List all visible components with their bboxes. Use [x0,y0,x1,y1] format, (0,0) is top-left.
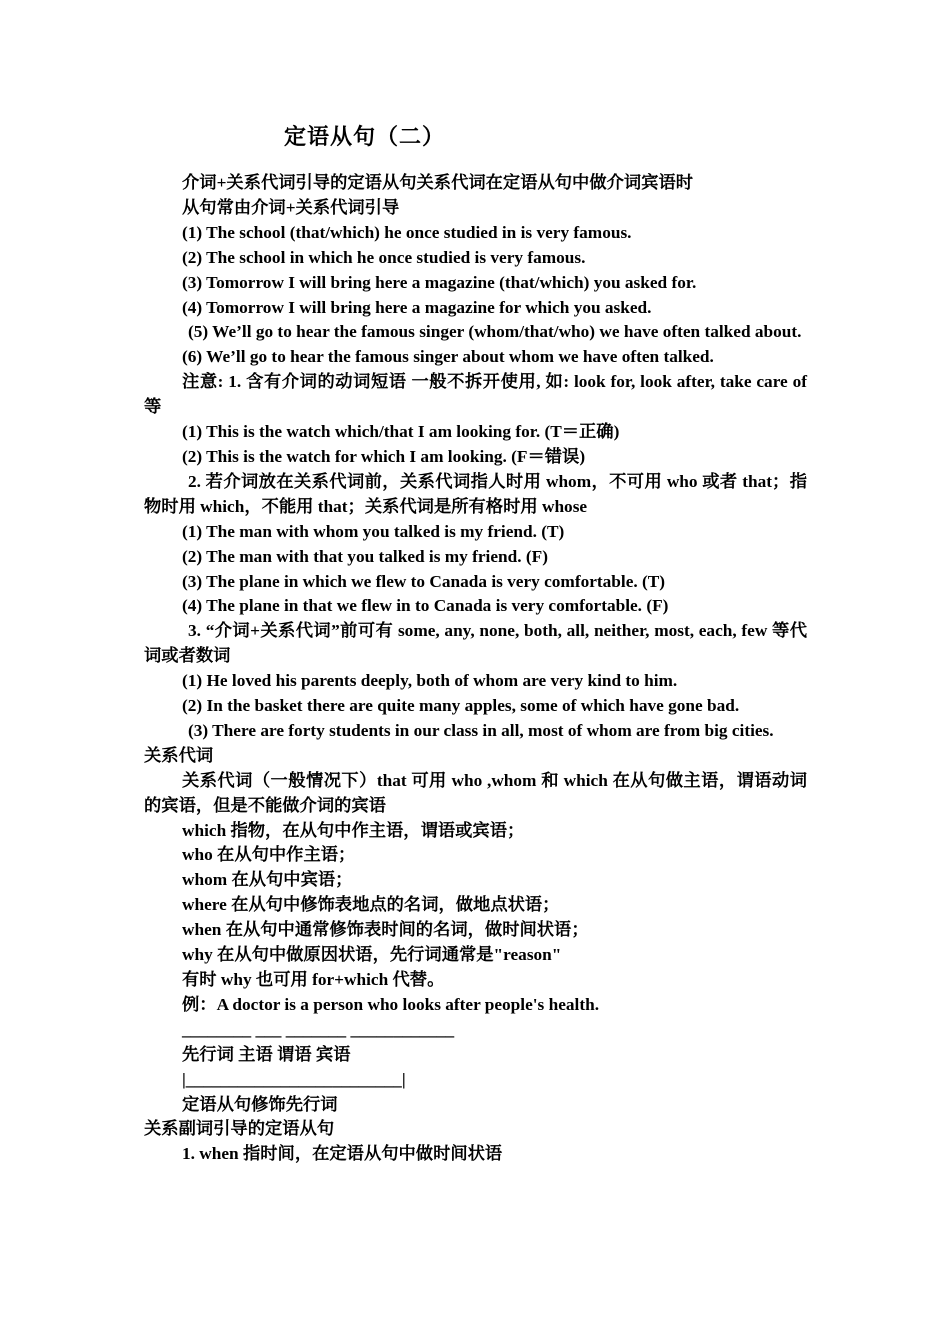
text-line-l12: 2. 若介词放在关系代词前，关系代词指人时用 whom，不可用 who 或者 that；指物时用 which，不能用 that；关系代词是所有格时用 whose [144,471,807,516]
text-line-l22: 关系代词（一般情况下）that 可用 who ,whom 和 which 在从句做主语，谓语动词的宾语，但是不能做介词的宾语 [144,770,807,815]
text-line-l16: (4) The plane in that we flew in to Canada is very comfortable. (F) [182,596,669,616]
text-line-l14: (2) The man with that you talked is my friend. (F) [182,546,548,566]
text-line-l25: whom 在从句中宾语； [182,870,353,890]
text-line-l23: which 指物，在从句中作主语，谓语或宾语； [182,820,525,840]
text-line-l8: (6) We’ll go to hear the famous singer about whom we have often talked. [182,347,714,367]
text-line-l6: (4) Tomorrow I will bring here a magazine for which you asked. [182,297,652,317]
text-line-l3: (1) The school (that/which) he once studied in is very famous. [182,222,632,242]
text-line-l26: where 在从句中修饰表地点的名词，做地点状语； [182,895,560,915]
text-line-l35: 关系副词引导的定语从句 [144,1119,335,1139]
text-line-l11: (2) This is the watch for which I am looking. (F＝错误) [182,446,586,466]
text-line-l15: (3) The plane in which we flew to Canada is very comfortable. (T) [182,571,666,591]
document-body [144,171,807,1167]
text-line-l5: (3) Tomorrow I will bring here a magazine (that/which) you asked for. [182,272,697,292]
text-line-l31: ________ ___ _______ ____________ [182,1019,455,1039]
text-line-l24: who 在从句中作主语； [182,845,356,865]
text-line-l36: 1. when 指时间，在定语从句中做时间状语 [182,1144,503,1164]
text-line-l7: (5) We’ll go to hear the famous singer (whom/that/who) we have often talked about. [188,322,802,342]
text-line-l4: (2) The school in which he once studied is very famous. [182,247,586,267]
text-line-l2: 从句常由介词+关系代词引导 [182,197,400,217]
text-line-l21: 关系代词 [144,745,214,765]
text-line-l19: (2) In the basket there are quite many apples, some of which have gone bad. [182,696,740,716]
text-line-l28: why 在从句中做原因状语，先行词通常是"reason" [182,945,562,965]
text-line-l20: (3) There are forty students in our class in all, most of whom are from big cities. [188,720,774,740]
text-line-l34: 定语从句修饰先行词 [182,1094,338,1114]
text-line-l10: (1) This is the watch which/that I am looking for. (T＝正确) [182,422,620,442]
text-line-l1: 介词+关系代词引导的定语从句关系代词在定语从句中做介词宾语时 [182,173,694,192]
text-line-l29: 有时 why 也可用 for+which 代替。 [182,970,445,989]
text-line-l33: |_________________________| [182,1069,406,1089]
text-line-l18: (1) He loved his parents deeply, both of whom are very kind to him. [182,671,678,691]
page-title: 定语从句（二） [284,124,446,150]
text-line-l9: 注意: 1. 含有介词的动词短语 一般不拆开使用, 如: look for, look after, take care of 等 [144,372,807,417]
text-line-l17: 3. “介词+关系代词”前可有 some, any, none, both, all, neither, most, each, few 等代词或者数词 [144,621,807,666]
text-line-l32: 先行词 主语 谓语 宾语 [182,1044,351,1064]
text-line-l13: (1) The man with whom you talked is my friend. (T) [182,521,565,541]
text-line-l27: when 在从句中通常修饰表时间的名词，做时间状语； [182,920,589,940]
text-line-l30: 例：A doctor is a person who looks after people's health. [182,994,600,1014]
